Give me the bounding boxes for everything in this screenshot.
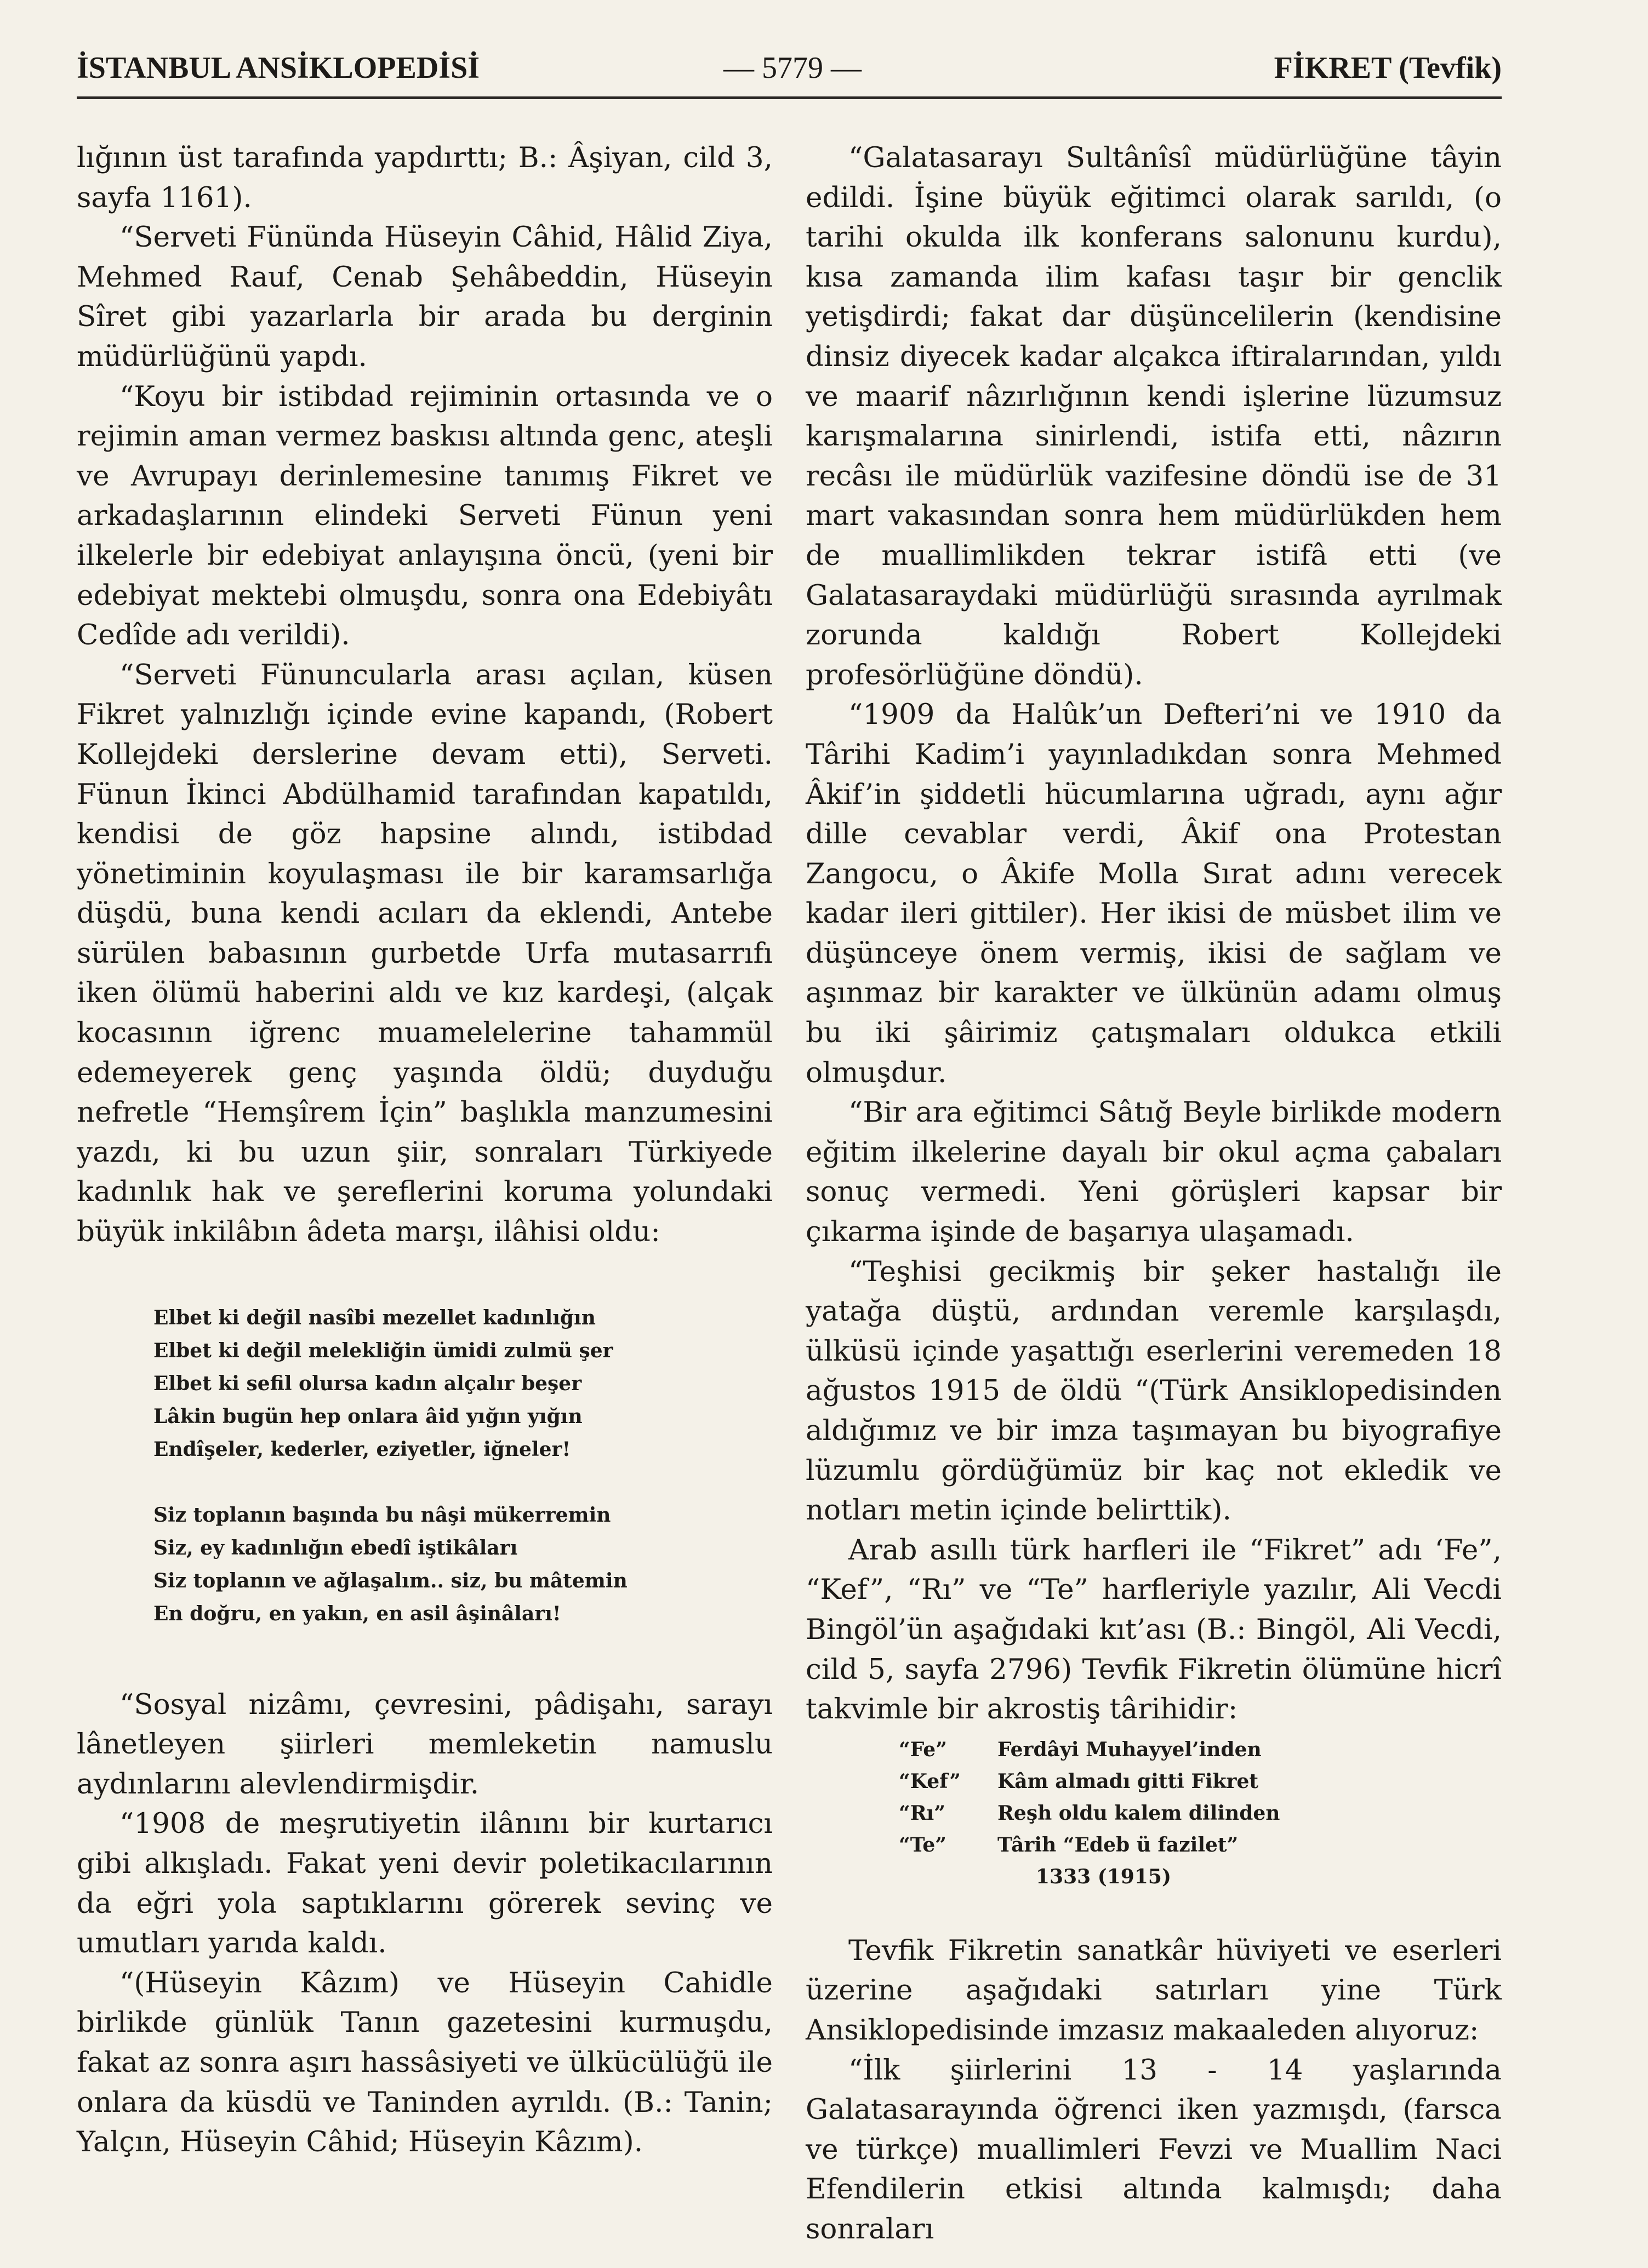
acrostic-line: Reşh oldu kalem dilinden	[997, 1801, 1280, 1825]
running-header	[77, 50, 1502, 94]
acrostic-row	[899, 1797, 1502, 1829]
paragraph: “Koyu bir istibdad rejiminin ortasında ve o rejimin aman vermez baskısı altında genc, ateşli ve Avrupayı derinlemesine tanımış Fikret ve arkadaşlarının elindeki Serveti Fünun yeni ilkelerle bir edebiyat anlayışına öncü, (yeni bir edebiyat mektebi olmuşdu, sonra ona Edebiyâtı Cedîde adı verildi).	[77, 380, 773, 652]
paragraph: “Galatasarayı Sultânîsî müdürlüğüne tâyin edildi. İşine büyük eğitimci olarak sarıldı, (o tarihi okulda ilk konferans salonunu kurdu), kısa zamanda ilim kafası taşır bir genclik yetişdirdi; fakat dar düşüncelilerin (kendisine dinsiz diyecek kadar alçakca iftiralarından, yıldı ve maarif nâzırlığının kendi işlerine lüzumsuz karışmalarına sinirlendi, istifa etti, nâzırın recâsı ile müdürlük vazifesine döndü ise de 31 mart vakasından sonra hem müdürlükden hem de muallimlikden tekrar istifâ etti (ve Galatasaraydaki müdürlüğü sırasında ayrılmak zorunda kaldığı Robert Kollejdeki profesörlüğüne döndü).	[806, 141, 1502, 692]
acrostic-line: Ferdâyi Muhayyel’inden	[997, 1738, 1262, 1761]
entry-title: FİKRET (Tevfik)	[1274, 51, 1502, 85]
paragraph: “1908 de meşrutiyetin ilânını bir kurtarıcı gibi alkışladı. Fakat yeni devir poletikacılarının da eğri yola saptıklarını görerek sevinç ve umutları yarıda kaldı.	[77, 1807, 773, 1960]
paragraph: “İlk şiirlerini 13 - 14 yaşlarında Galatasarayında öğrenci iken yazmışdı, (farsca ve türkçe) muallimleri Fevzi ve Muallim Naci Efendilerin etkisi altında kalmışdı; daha sonraları	[806, 2053, 1502, 2246]
poem-line: Elbet ki sefil olursa kadın alçalır beşer	[153, 1372, 582, 1395]
poem-line: Siz toplanın başında bu nâşi mükerremin	[153, 1503, 611, 1527]
acrostic-row	[899, 1734, 1502, 1766]
paragraph: “Bir ara eğitimci Sâtığ Beyle birlikde modern eğitim ilkelerine dayalı bir okul açma çabaları sonuç vermedi. Yeni görüşleri kapsar bir çıkarma işinde de başarıya ulaşamadı.	[806, 1096, 1502, 1249]
paragraph: Tevfik Fikretin sanatkâr hüviyeti ve eserleri üzerine aşağıdaki satırları yine Türk Ansiklopedisinde imzasız makaaleden alıyoruz:	[806, 1934, 1502, 2047]
encyclopedia-title: İSTANBUL ANSİKLOPEDİSİ	[77, 51, 480, 85]
acrostic-date: 1333 (1915)	[1036, 1865, 1171, 1888]
poem-line: Siz, ey kadınlığın ebedî iştikâları	[153, 1536, 518, 1559]
acrostic-row	[899, 1829, 1502, 1861]
poem-line: Siz toplanın ve ağlaşalım.. siz, bu mâtemin	[153, 1569, 628, 1592]
poem-line: Endîşeler, kederler, eziyetler, iğneler!	[153, 1437, 571, 1461]
paragraph: “Serveti Fününda Hüseyin Câhid, Hâlid Ziya, Mehmed Rauf, Cenab Şehâbeddin, Hüseyin Sîret gibi yazarlarla bir arada bu derginin müdürlüğünü yapdı.	[77, 221, 773, 373]
paragraph: lığının üst tarafında yapdırttı; B.: Âşiyan, cild 3, sayfa 1161).	[77, 141, 773, 214]
poem-quote	[153, 1301, 773, 1630]
acrostic-letter: “Fe”	[899, 1738, 947, 1761]
poem-line: Elbet ki değil melekliğin ümidi zulmü şer	[153, 1339, 613, 1362]
right-column	[806, 138, 1502, 2249]
left-column	[77, 138, 773, 2162]
acrostic-verse	[899, 1734, 1502, 1893]
paragraph: “(Hüseyin Kâzım) ve Hüseyin Cahidle birlikde günlük Tanın gazetesini kurmuşdu, fakat az sonra aşırı hassâsiyeti ve ülkücülüğü ile onlara da küsdü ve Taninden ayrıldı. (B.: Tanin; Yalçın, Hüseyin Câhid; Hüseyin Kâzım).	[77, 1966, 773, 2159]
paragraph: “Teşhisi gecikmiş bir şeker hastalığı ile yatağa düştü, ardından veremle karşılaşdı, ülküsü içinde yaşattığı eserlerini veremeden 18 ağustos 1915 de öldü “(Türk Ansiklopedisinden aldığımız ve bir imza taşımayan bu biyografiye lüzumlu gördüğümüz bir kaç not ekledik ve notları metin içinde belirttik).	[806, 1255, 1502, 1527]
paragraph: “Serveti Fünuncularla arası açılan, küsen Fikret yalnızlığı içinde evine kapandı, (Robert Kollejdeki derslerine devam etti), Serveti. Fünun İkinci Abdülhamid tarafından kapatıldı, kendisi de göz hapsine alındı, istibdad yönetiminin koyulaşması ile bir karamsarlığa düşdü, buna kendi acıları da eklendi, Antebe sürülen babasının gurbetde Urfa mutasarrıfı iken ölümü haberini aldı ve kız kardeşi, (alçak kocasının iğrenc muamelelerine tahammül edemeyerek genç yaşında öldü; duyduğu nefretle “Hemşîrem İçin” başlıkla manzumesini yazdı, ki bu uzun şiir, sonraları Türkiyede kadınlık hak ve şereflerini koruma yolundaki büyük inkilâbın âdeta marşı, ilâhisi oldu:	[77, 658, 773, 1249]
acrostic-line: Târih “Edeb ü fazilet”	[997, 1833, 1239, 1856]
acrostic-line: Kâm almadı gitti Fikret	[997, 1769, 1259, 1793]
paragraph: Arab asıllı türk harfleri ile “Fikret” adı ‘Fe”, “Kef”, “Rı” ve “Te” harfleriyle yazılır, Ali Vecdi Bingöl’ün aşağıdaki kıt’ası (B.: Bingöl, Ali Vecdi, cild 5, sayfa 2796) Tevfik Fikretin ölümüne hicrî takvimle bir akrostiş târihidir:	[806, 1533, 1502, 1726]
poem-line: Elbet ki değil nasîbi mezellet kadınlığın	[153, 1306, 596, 1329]
header-rule	[77, 96, 1502, 99]
acrostic-letter: “Te”	[899, 1833, 946, 1856]
poem-stanza	[153, 1301, 773, 1466]
acrostic-row	[899, 1766, 1502, 1797]
acrostic-letter: “Kef”	[899, 1769, 961, 1793]
poem-line: En doğru, en yakın, en asil âşinâları!	[153, 1602, 561, 1625]
poem-line: Lâkin bugün hep onlara âid yığın yığın	[153, 1404, 583, 1428]
acrostic-letter: “Rı”	[899, 1801, 946, 1825]
paragraph: “Sosyal nizâmı, çevresini, pâdişahı, sarayı lânetleyen şiirleri memleketin namuslu aydınlarını alevlendirmişdir.	[77, 1688, 773, 1801]
paragraph: “1909 da Halûk’un Defteri’ni ve 1910 da Târihi Kadim’i yayınladıkdan sonra Mehmed Âkif’in şiddetli hücumlarına uğradı, aynı ağır dille cevablar verdi, Âkif ona Protestan Zangocu, o Âkife Molla Sırat adını verecek kadar ileri gittiler). Her ikisi de müsbet ilim ve düşünceye önem vermiş, ikisi de sağlam ve aşınmaz bir karakter ve ülkünün adamı olmuş bu iki şâirimiz çatışmaları oldukca etkili olmuşdur.	[806, 698, 1502, 1089]
page-number: — 5779 —	[723, 51, 862, 85]
poem-stanza	[153, 1499, 773, 1630]
